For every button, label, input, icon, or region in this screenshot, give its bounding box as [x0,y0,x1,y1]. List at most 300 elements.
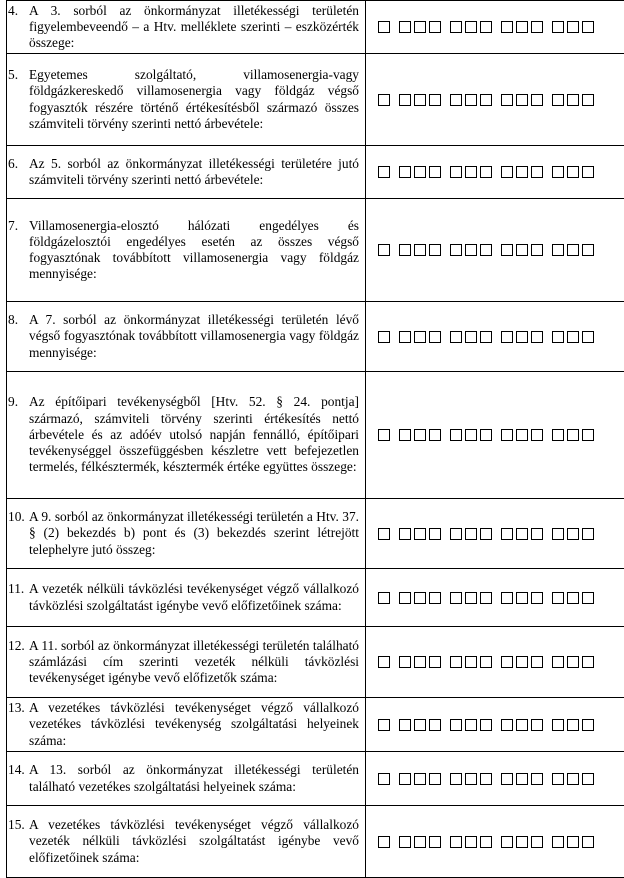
digit-box[interactable] [378,244,390,256]
digit-group [501,528,543,540]
row-label-text: A 3. sorból az önkormányzat illetékességi területén figyelembeveendő – a Htv. melléklete szerinti – eszközérték összege: [29,3,359,50]
row-label-cell [7,54,366,146]
digit-box[interactable] [429,656,441,668]
digit-group [552,94,594,106]
form-row [7,199,624,302]
digit-box[interactable] [501,331,513,343]
amount-input-cell [366,698,624,752]
digit-group [501,244,543,256]
row-label [29,762,359,794]
digit-group [399,331,441,343]
digit-box[interactable] [450,656,462,668]
row-label [29,312,359,361]
amount-digit-boxes [378,21,624,33]
amount-digit-boxes [378,429,624,441]
digit-box[interactable] [399,331,411,343]
digit-box[interactable] [531,94,543,106]
row-label [29,638,359,687]
digit-box[interactable] [465,94,477,106]
digit-box[interactable] [567,836,579,848]
digit-box[interactable] [480,656,492,668]
form-row [7,752,624,806]
digit-box[interactable] [465,719,477,731]
amount-digit-boxes [378,528,624,540]
digit-box[interactable] [501,21,513,33]
digit-box[interactable] [414,528,426,540]
digit-box[interactable] [450,773,462,785]
row-label [29,509,359,558]
form-rows [7,1,624,878]
digit-box[interactable] [552,166,564,178]
digit-box[interactable] [465,21,477,33]
row-label-cell [7,569,366,627]
amount-input-cell [366,1,624,54]
amount-input-cell [366,569,624,627]
digit-group [378,331,390,343]
row-label-text: A 13. sorból az önkormányzat illetékességi területén található vezetékes szolgáltatási helyeinek száma: [29,762,359,793]
amount-input-cell [366,372,624,499]
form-row [7,627,624,698]
digit-box[interactable] [465,166,477,178]
digit-group [399,592,441,604]
digit-box[interactable] [399,244,411,256]
digit-group [378,21,390,33]
digit-box[interactable] [399,166,411,178]
digit-group [501,773,543,785]
digit-box[interactable] [465,773,477,785]
digit-box[interactable] [567,656,579,668]
digit-group [378,429,390,441]
digit-box[interactable] [414,429,426,441]
digit-box[interactable] [480,773,492,785]
digit-group [378,592,390,604]
digit-box[interactable] [399,836,411,848]
row-number: 14. [8,762,28,778]
digit-box[interactable] [429,719,441,731]
digit-box[interactable] [531,656,543,668]
digit-group [552,331,594,343]
digit-group [450,528,492,540]
digit-box[interactable] [429,331,441,343]
row-number: 10. [8,509,28,525]
digit-box[interactable] [414,719,426,731]
digit-box[interactable] [582,836,594,848]
row-label-text: A 11. sorból az önkormányzat illetékességi területén található számlázási cím szerinti vezeték nélküli távközlési tevékenységet igénybe vevő előfizetők száma: [29,638,359,685]
digit-box[interactable] [582,773,594,785]
digit-box[interactable] [516,166,528,178]
digit-box[interactable] [552,94,564,106]
digit-group [378,244,390,256]
amount-digit-boxes [378,94,624,106]
digit-box[interactable] [378,331,390,343]
digit-box[interactable] [378,528,390,540]
row-label-text: Villamosenergia-elosztó hálózati engedélyes és földgázelosztói engedélyes esetén az összes végső fogyasztónak továbbított villamosenergia vagy földgáz mennyisége: [29,218,359,282]
row-label-text: A 7. sorból az önkormányzat illetékességi területén lévő végső fogyasztónak továbbított villamosenergia vagy földgáz mennyisége: [29,312,359,359]
digit-box[interactable] [378,166,390,178]
row-number: 8. [8,312,28,328]
digit-box[interactable] [567,166,579,178]
digit-box[interactable] [516,836,528,848]
amount-input-cell [366,54,624,146]
row-number: 11. [8,581,28,597]
digit-box[interactable] [414,94,426,106]
digit-group [450,429,492,441]
digit-box[interactable] [516,592,528,604]
digit-box[interactable] [450,719,462,731]
row-label [29,700,359,749]
digit-box[interactable] [552,528,564,540]
form-row [7,499,624,569]
amount-digit-boxes [378,719,624,731]
digit-box[interactable] [378,429,390,441]
digit-box[interactable] [582,719,594,731]
digit-box[interactable] [531,244,543,256]
digit-box[interactable] [531,773,543,785]
digit-box[interactable] [399,773,411,785]
row-label-text: A vezetékes távközlési tevékenységet végző vállalkozó vezeték nélküli távközlési szolgáltatást igénybe vevő előfizetőinek száma: [29,817,359,864]
amount-input-cell [366,752,624,806]
digit-box[interactable] [552,773,564,785]
digit-box[interactable] [501,166,513,178]
digit-box[interactable] [516,244,528,256]
digit-box[interactable] [552,656,564,668]
digit-box[interactable] [465,331,477,343]
row-label-cell [7,627,366,698]
digit-group [378,836,390,848]
digit-box[interactable] [582,429,594,441]
digit-box[interactable] [429,429,441,441]
form-table [6,0,624,878]
digit-box[interactable] [429,166,441,178]
digit-group [450,331,492,343]
digit-box[interactable] [429,244,441,256]
digit-box[interactable] [516,429,528,441]
digit-group [501,166,543,178]
digit-box[interactable] [516,331,528,343]
row-label-cell [7,146,366,199]
digit-group [450,166,492,178]
digit-box[interactable] [531,528,543,540]
digit-box[interactable] [501,528,513,540]
row-number: 4. [8,3,28,19]
digit-box[interactable] [567,429,579,441]
row-label-cell [7,698,366,752]
amount-digit-boxes [378,166,624,178]
digit-box[interactable] [582,244,594,256]
digit-box[interactable] [567,331,579,343]
digit-box[interactable] [450,528,462,540]
digit-box[interactable] [378,656,390,668]
digit-box[interactable] [378,94,390,106]
digit-box[interactable] [582,656,594,668]
digit-group [378,719,390,731]
digit-box[interactable] [378,592,390,604]
row-label-cell [7,499,366,569]
digit-group [501,719,543,731]
digit-box[interactable] [399,528,411,540]
digit-box[interactable] [567,21,579,33]
digit-box[interactable] [480,836,492,848]
digit-group [552,836,594,848]
digit-group [552,656,594,668]
row-number: 5. [8,67,28,83]
digit-box[interactable] [450,429,462,441]
amount-digit-boxes [378,592,624,604]
digit-box[interactable] [516,719,528,731]
digit-group [399,528,441,540]
digit-box[interactable] [582,528,594,540]
digit-group [552,21,594,33]
digit-group [450,244,492,256]
amount-digit-boxes [378,836,624,848]
digit-group [399,21,441,33]
row-label [29,67,359,132]
digit-box[interactable] [414,21,426,33]
digit-box[interactable] [429,94,441,106]
digit-box[interactable] [567,773,579,785]
form-row [7,569,624,627]
row-label [29,817,359,866]
digit-box[interactable] [501,773,513,785]
digit-box[interactable] [480,21,492,33]
digit-group [378,94,390,106]
digit-group [501,592,543,604]
digit-box[interactable] [414,656,426,668]
digit-box[interactable] [582,94,594,106]
digit-box[interactable] [531,719,543,731]
digit-group [399,773,441,785]
row-label [29,218,359,283]
row-label-text: Az 5. sorból az önkormányzat illetékességi területére jutó számviteli törvény szerinti nettó árbevétele: [29,156,359,187]
row-number: 7. [8,218,28,234]
digit-box[interactable] [414,331,426,343]
digit-box[interactable] [399,21,411,33]
digit-box[interactable] [399,719,411,731]
digit-group [378,773,390,785]
digit-group [552,244,594,256]
digit-box[interactable] [501,656,513,668]
digit-box[interactable] [450,244,462,256]
digit-box[interactable] [450,166,462,178]
digit-group [399,429,441,441]
digit-box[interactable] [465,836,477,848]
row-number: 6. [8,156,28,172]
digit-box[interactable] [567,719,579,731]
row-label-text: A vezeték nélküli távközlési tevékenységet végző vállalkozó távközlési szolgáltatást igénybe vevő előfizetőinek száma: [29,581,359,612]
digit-box[interactable] [516,94,528,106]
digit-group [378,656,390,668]
digit-box[interactable] [378,719,390,731]
digit-box[interactable] [567,528,579,540]
digit-box[interactable] [429,592,441,604]
row-number: 9. [8,394,28,410]
digit-group [378,528,390,540]
form-row [7,806,624,878]
digit-box[interactable] [450,94,462,106]
row-label-cell [7,372,366,499]
amount-digit-boxes [378,244,624,256]
digit-box[interactable] [552,244,564,256]
digit-box[interactable] [531,331,543,343]
digit-box[interactable] [480,528,492,540]
digit-box[interactable] [429,773,441,785]
digit-group [552,429,594,441]
digit-box[interactable] [480,592,492,604]
digit-box[interactable] [501,94,513,106]
digit-box[interactable] [567,592,579,604]
digit-box[interactable] [465,656,477,668]
digit-box[interactable] [501,836,513,848]
digit-box[interactable] [582,331,594,343]
row-label-text: Egyetemes szolgáltató, villamosenergia-vagy földgázkereskedő villamosenergia vagy földgáz végső fogyasztók részére történő értékesítésből származó összes számviteli törvény szerinti nettó árbevétele: [29,67,359,131]
digit-group [501,429,543,441]
digit-box[interactable] [414,773,426,785]
digit-box[interactable] [429,836,441,848]
row-label-cell [7,806,366,878]
digit-group [450,836,492,848]
digit-box[interactable] [465,429,477,441]
digit-box[interactable] [516,656,528,668]
digit-box[interactable] [531,21,543,33]
form-row [7,372,624,499]
digit-box[interactable] [531,836,543,848]
amount-input-cell [366,499,624,569]
digit-box[interactable] [480,166,492,178]
row-number: 13. [8,700,28,716]
digit-box[interactable] [450,836,462,848]
row-number: 12. [8,638,28,654]
digit-group [501,94,543,106]
amount-input-cell [366,806,624,878]
row-label-cell [7,752,366,806]
row-label-text: Az építőipari tevékenységből [Htv. 52. § 24. pontja] származó, számviteli törvény szerinti értékesítés nettó árbevétele és az adóév utolsó napján fennálló, építőipari tevékenységgel összefüggésben készletre vett befejezetlen termelés, félkésztermék, késztermék értéke együttes összege: [29,394,359,474]
amount-digit-boxes [378,656,624,668]
digit-box[interactable] [552,836,564,848]
digit-group [378,166,390,178]
digit-group [552,166,594,178]
digit-box[interactable] [480,719,492,731]
digit-box[interactable] [450,592,462,604]
digit-box[interactable] [480,429,492,441]
form-row [7,302,624,372]
digit-box[interactable] [516,21,528,33]
digit-group [501,331,543,343]
digit-box[interactable] [378,21,390,33]
digit-box[interactable] [531,166,543,178]
digit-box[interactable] [378,773,390,785]
digit-box[interactable] [501,592,513,604]
row-label-text: A 9. sorból az önkormányzat illetékességi területén a Htv. 37. § (2) bekezdés b) pont és (3) bekezdés szerint létrejött telephelyre jutó összeg: [29,509,359,556]
digit-box[interactable] [414,836,426,848]
digit-box[interactable] [465,244,477,256]
digit-box[interactable] [501,719,513,731]
digit-box[interactable] [501,429,513,441]
row-label-text: A vezetékes távközlési tevékenységet végző vállalkozó vezetékes távközlési tevékenység szolgáltatási helyeinek száma: [29,700,359,747]
row-label-cell [7,199,366,302]
digit-box[interactable] [567,244,579,256]
row-number: 15. [8,817,28,833]
digit-box[interactable] [399,94,411,106]
digit-box[interactable] [582,592,594,604]
digit-group [450,592,492,604]
digit-group [501,656,543,668]
digit-box[interactable] [399,429,411,441]
digit-box[interactable] [552,21,564,33]
form-row [7,698,624,752]
digit-box[interactable] [414,592,426,604]
digit-box[interactable] [399,592,411,604]
digit-box[interactable] [552,429,564,441]
digit-box[interactable] [516,528,528,540]
row-label [29,581,359,613]
digit-box[interactable] [516,773,528,785]
digit-group [501,21,543,33]
digit-box[interactable] [582,166,594,178]
digit-group [552,528,594,540]
digit-box[interactable] [399,656,411,668]
digit-group [501,836,543,848]
digit-group [450,773,492,785]
digit-box[interactable] [480,331,492,343]
digit-box[interactable] [531,592,543,604]
form-row [7,146,624,199]
amount-digit-boxes [378,331,624,343]
digit-box[interactable] [414,244,426,256]
row-label-cell [7,1,366,54]
digit-group [399,94,441,106]
digit-box[interactable] [480,244,492,256]
digit-group [399,166,441,178]
amount-input-cell [366,199,624,302]
row-label [29,394,359,475]
digit-group [450,21,492,33]
row-label [29,156,359,188]
digit-group [399,244,441,256]
form-row [7,1,624,54]
row-label [29,3,359,52]
digit-box[interactable] [480,94,492,106]
digit-box[interactable] [582,21,594,33]
digit-group [450,719,492,731]
form-row [7,54,624,146]
row-label-cell [7,302,366,372]
digit-box[interactable] [501,244,513,256]
digit-group [450,94,492,106]
digit-group [552,773,594,785]
digit-group [399,719,441,731]
digit-group [399,656,441,668]
digit-box[interactable] [429,528,441,540]
digit-group [450,656,492,668]
digit-box[interactable] [552,331,564,343]
digit-box[interactable] [450,331,462,343]
digit-box[interactable] [450,21,462,33]
digit-group [552,719,594,731]
digit-box[interactable] [429,21,441,33]
amount-input-cell [366,627,624,698]
digit-box[interactable] [552,592,564,604]
digit-group [399,836,441,848]
digit-group [552,592,594,604]
digit-box[interactable] [567,94,579,106]
digit-box[interactable] [552,719,564,731]
digit-box[interactable] [465,592,477,604]
digit-box[interactable] [378,836,390,848]
digit-box[interactable] [465,528,477,540]
digit-box[interactable] [531,429,543,441]
amount-input-cell [366,302,624,372]
digit-box[interactable] [414,166,426,178]
